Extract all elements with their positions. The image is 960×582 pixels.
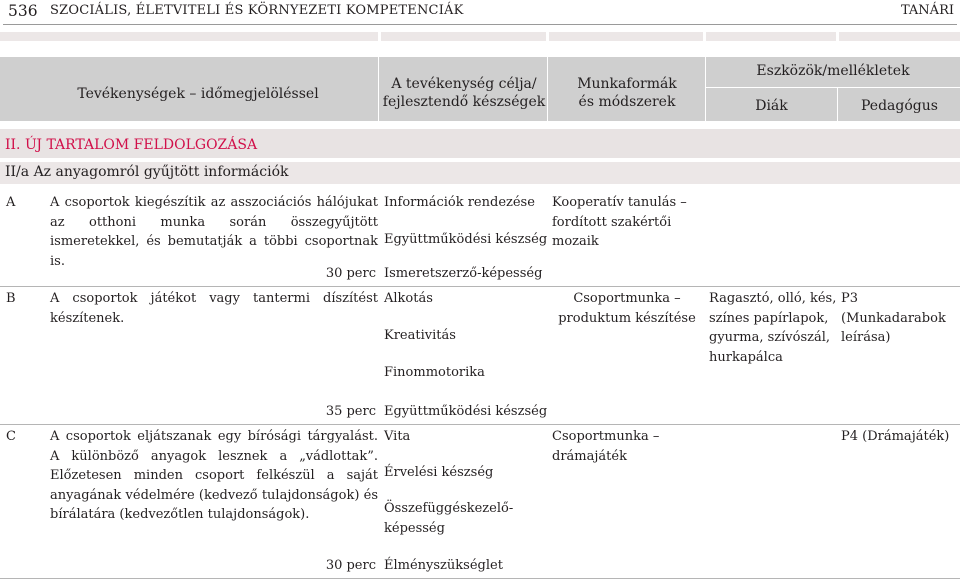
row-divider [0, 578, 960, 579]
activity-time: 30 perc [325, 558, 376, 573]
student-tools-text: Ragasztó, olló, kés, színes papírlapok, gyurma, szívószál, hurkapálca [709, 291, 837, 365]
row-letter: C [6, 429, 16, 444]
activity-time: 30 perc [325, 266, 376, 281]
teacher-tools-text: P3 (Munkadarabok leírása) [841, 291, 946, 345]
skill-item: Érvelési készség [384, 465, 494, 480]
skill-item: Ismeretszerző-képesség [384, 266, 543, 281]
row-letter: A [6, 195, 16, 210]
column-header-teacher: Pedagógus [861, 98, 938, 114]
skill-item: Összefüggéskezelő-képesség [384, 501, 514, 536]
column-bar-teacher [839, 32, 960, 41]
page-title: SZOCIÁLIS, ÉLETVITELI ÉS KÖRNYEZETI KOMPETENCIÁK [50, 3, 464, 18]
column-bar-goals [381, 32, 546, 41]
skill-item: Együttműködési készség [384, 404, 548, 419]
method-text: Csoportmunka – drámajáték [552, 429, 660, 464]
column-bar-activities [0, 32, 378, 41]
column-bar-student [706, 32, 836, 41]
skill-item: Együttműködési készség [384, 232, 548, 247]
row-divider [0, 286, 960, 287]
page-number: 536 [8, 2, 38, 20]
teacher-tools-text: P4 (Drámajáték) [841, 429, 950, 444]
column-header-activities: Tevékenységek – időmegjelöléssel [77, 86, 319, 102]
column-header-tools: Eszközök/mellékletek [756, 63, 910, 79]
column-header-student: Diák [755, 98, 788, 114]
row-letter: B [6, 291, 16, 306]
skill-item: Élményszükséglet [384, 558, 503, 573]
method-text: Kooperatív tanulás – fordított szakértői mozaik [552, 195, 687, 249]
skill-item: Vita [384, 429, 411, 444]
column-header-goal-line1: A tevékenység célja/ [391, 76, 537, 92]
column-header-methods-line1: Munkaformák [577, 76, 677, 92]
column-header-methods-line2: és módszerek [578, 94, 676, 110]
skill-item: Finommotorika [384, 365, 485, 380]
skill-item: Kreativitás [384, 328, 456, 343]
skill-item: Információk rendezése [384, 195, 535, 210]
section-title: II. ÚJ TARTALOM FELDOLGOZÁSA [5, 137, 258, 153]
header-divider [706, 87, 960, 88]
column-header-goal-line2: fejlesztendő készségek [382, 94, 546, 110]
row-divider [0, 424, 960, 425]
activity-text: A csoportok játékot vagy tantermi díszítést készítenek. [50, 291, 378, 326]
subsection-title: II/a Az anyagomról gyűjtött információk [5, 164, 289, 180]
column-bar-methods [549, 32, 703, 41]
activity-time: 35 perc [325, 404, 376, 419]
activity-text: A csoportok eljátszanak egy bírósági tárgyalást. A különböző anyagok lesznek a „vádlottak”. Előzetesen minden csoport felkészül a saját anyagának védelmére (kedvező tulajdonságok) és bírálatára (kedvezőtlen tulajdonságok). [50, 429, 378, 522]
header-rule [3, 24, 957, 25]
method-text: Csoportmunka – produktum készítése [558, 291, 696, 326]
skill-item: Alkotás [384, 291, 433, 306]
header-divider [837, 87, 838, 121]
page-header [0, 0, 960, 32]
page-role-label: TANÁRI [900, 3, 954, 18]
activity-text: A csoportok kiegészítik az asszociációs hálójukat az otthoni munka során összegyűjtött ismeretekkel, és bemutatják a többi csoportnak is. [50, 195, 378, 269]
